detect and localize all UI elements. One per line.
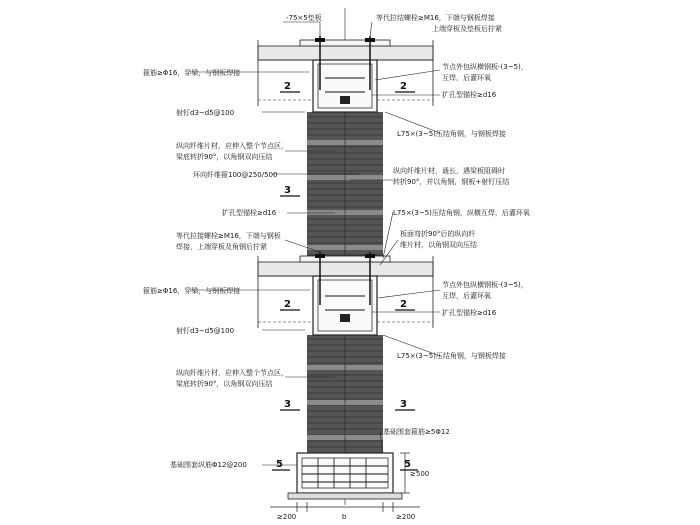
section-mark-3-lower-right: 3 [400,399,407,410]
label-fiber-b-2: 转折90°，并以角钢，钢板+射钉压结 [393,178,510,186]
middle-joint [258,252,433,335]
label-mid-angle-2: L75×(3~5)压结角钢，与钢板焊接 [397,352,506,360]
label-top-bolt-2: 上端穿板及垫板后拧紧 [432,25,502,33]
label-mid-stirrup: 箍筋≥Φ16，穿梁，与钢板焊接 [143,287,241,295]
label-top-plate: -75×5垫板 [286,14,322,22]
label-mid-bolt-1: 等代拉接螺栓≥M16，下端与钢板 [176,232,281,240]
section-mark-2-mid-right: 2 [400,299,407,310]
label-top-bolt-1: 等代拉结螺栓≥M16，下端与钢板焊接 [376,14,495,22]
label-mid-node-2: 互焊，后灌环氧 [442,292,491,300]
section-mark-3-upper: 3 [284,185,291,196]
label-fiber-a-2: 梁底转折90°，以角钢双向压结 [176,153,273,161]
label-base-hoop: 基础围套箍筋≥5Φ12 [383,428,450,436]
label-mid-nail: 射钉d3~d5@100 [176,327,235,335]
label-fiber-a-1: 纵向纤维片材，应伸入整个节点区， [176,142,288,150]
label-top-stirrup: 箍筋≥Φ16，穿梁，与钢板焊接 [143,69,241,77]
label-top-nail: 射钉d3~d5@100 [176,109,235,117]
label-top-node-2: 互焊，后灌环氧 [442,74,491,82]
label-hoop-fiber: 环向纤维箍100@250/500 [193,171,278,179]
top-joint [258,36,433,112]
label-mid-bolt-2: 焊接，上端穿板及角钢后拧紧 [176,243,267,251]
dim-500: ≥500 [410,470,430,478]
label-mid-node-1: 节点外包纵横钢板-(3~5)， [442,281,528,289]
label-mid-anchor-2: 扩孔型锚栓≥d16 [442,309,497,317]
section-mark-2-top-left: 2 [284,81,291,92]
section-mark-2-mid-left: 2 [284,299,291,310]
label-base-long: 基础围套纵筋Φ12@200 [170,461,247,469]
label-fiber-c-2: 梁底转折90°，以角钢双向压结 [176,380,273,388]
section-mark-5-right: 5 [404,459,411,470]
dim-b: b [342,513,347,521]
label-top-anchor: 扩孔型锚栓≥d16 [442,91,497,99]
label-fiber-c-1: 纵向纤维片材，应伸入整个节点区， [176,369,288,377]
label-mid-anchor: 扩孔型锚栓≥d16 [222,209,277,217]
foundation-jacket [288,453,402,499]
dim-left: ≥200 [277,513,297,521]
section-mark-2-top-right: 2 [400,81,407,92]
label-fiber-b-1: 纵向纤维片材，通长，遇梁板阻碍时 [393,167,505,175]
dim-right: ≥200 [396,513,416,521]
label-top-node-1: 节点外包纵横钢板-(3~5)， [442,63,528,71]
label-slab-fiber-1: 板面弯折90°后的纵向纤 [400,230,476,238]
section-mark-5-left: 5 [276,459,283,470]
label-mid-angle-1: L75×(3~5)压结角钢，纵横互焊，后灌环氧 [393,209,530,217]
section-mark-3-lower-left: 3 [284,399,291,410]
label-top-angle: L75×(3~5)压结角钢，与钢板焊接 [397,130,506,138]
label-slab-fiber-2: 维片材，以角钢双向压结 [400,241,477,249]
